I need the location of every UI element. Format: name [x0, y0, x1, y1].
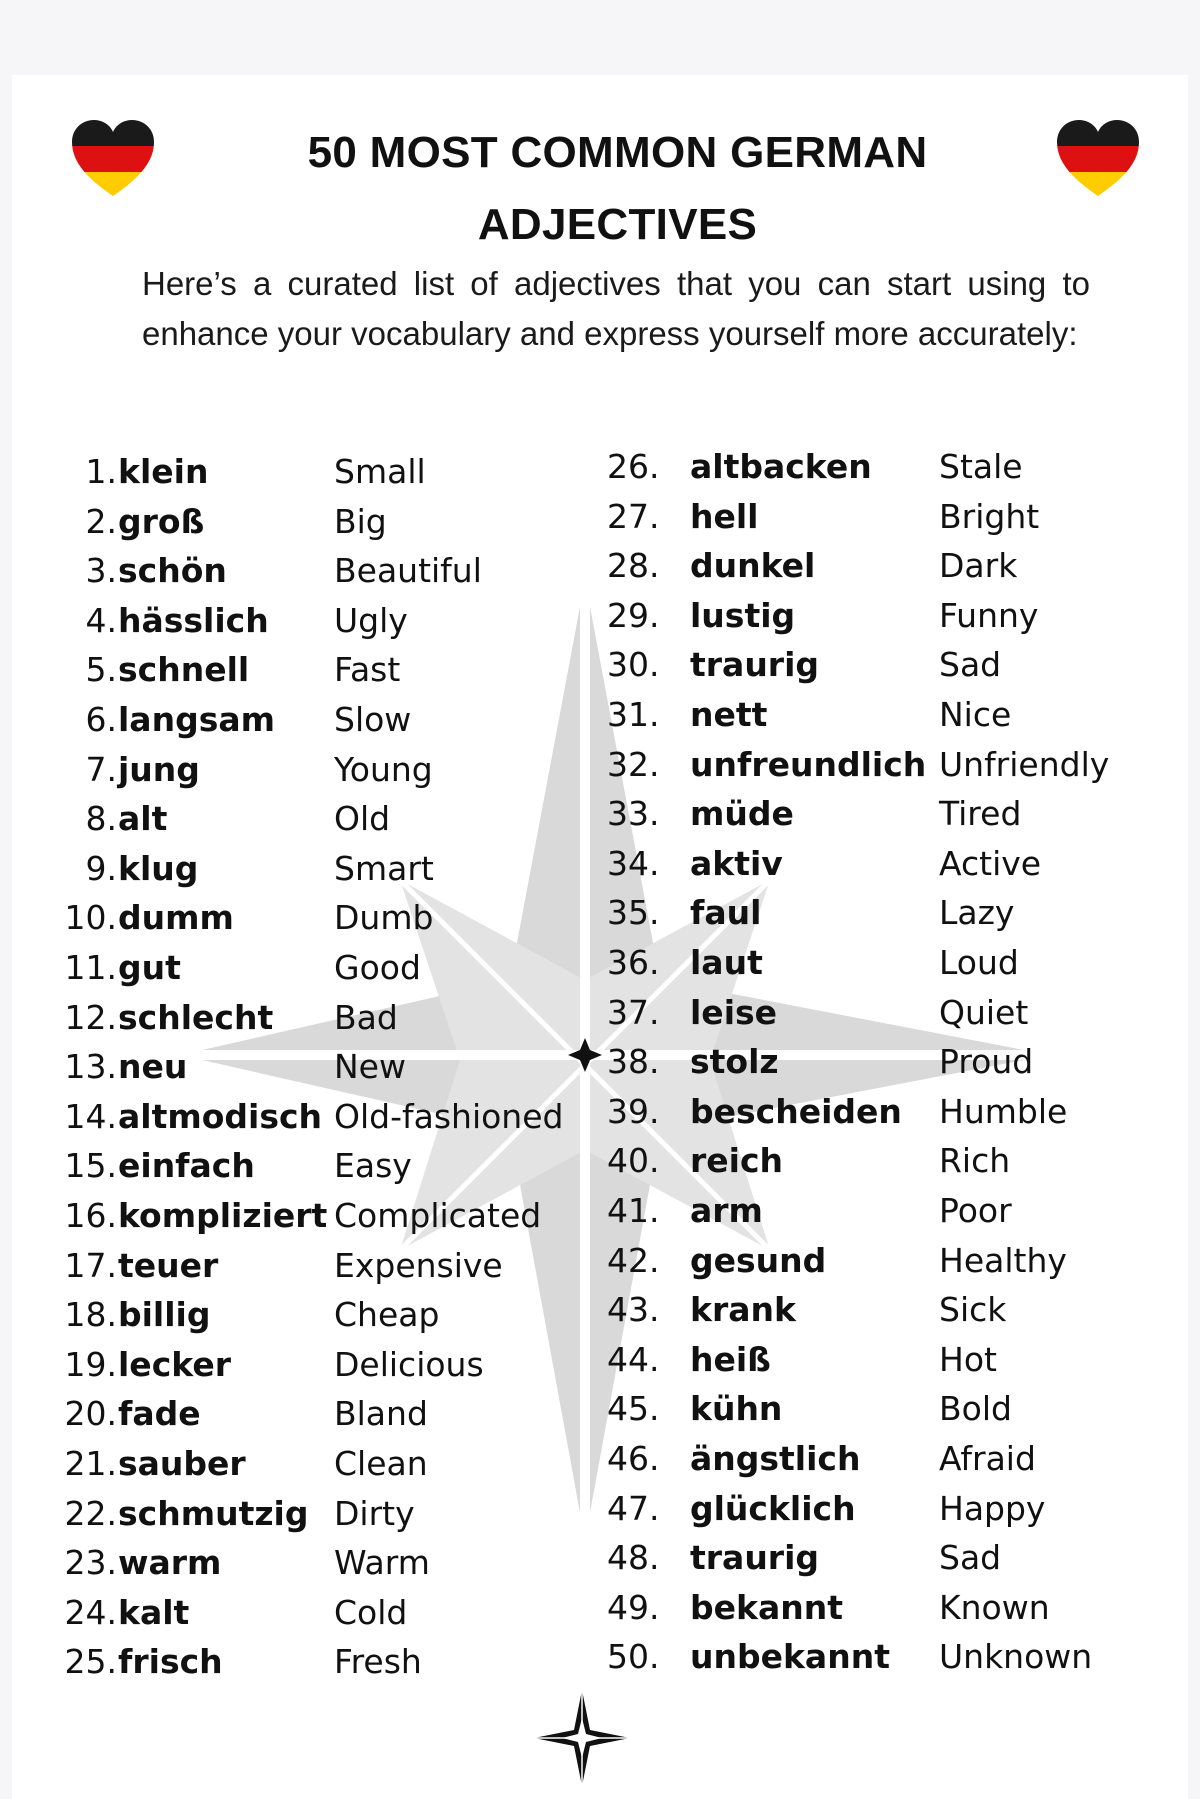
english-translation: Funny [939, 595, 1039, 635]
english-translation: Unfriendly [939, 744, 1110, 784]
german-word: altbacken [690, 447, 872, 486]
german-word: teuer [118, 1245, 219, 1285]
german-word: stolz [690, 1042, 779, 1082]
german-word: glücklich [690, 1488, 856, 1528]
german-word: krank [690, 1290, 796, 1330]
english-translation: Ugly [334, 600, 408, 640]
german-word: einfach [118, 1146, 255, 1186]
item-number: 39. [607, 1091, 660, 1131]
english-translation: Dirty [334, 1493, 415, 1533]
item-number: 7. [85, 749, 117, 789]
german-word: arm [690, 1191, 763, 1230]
item-number: 27. [607, 496, 660, 536]
item-number: 50. [607, 1637, 660, 1677]
german-word: aktiv [690, 843, 783, 883]
english-translation: Big [334, 501, 387, 541]
item-number: 43. [607, 1290, 660, 1330]
english-translation: Known [939, 1587, 1050, 1627]
german-word: müde [690, 794, 794, 834]
item-number: 40. [607, 1141, 660, 1181]
english-translation: Humble [939, 1091, 1068, 1131]
german-word: langsam [118, 700, 275, 739]
item-number: 3. [85, 551, 117, 591]
german-word: laut [690, 943, 763, 982]
german-word: unbekannt [690, 1637, 890, 1677]
english-translation: Bad [334, 997, 398, 1037]
english-translation: Bold [939, 1389, 1012, 1429]
german-word: sauber [118, 1444, 246, 1483]
english-translation: New [334, 1047, 406, 1087]
english-translation: Delicious [334, 1344, 484, 1384]
item-number: 37. [607, 992, 660, 1032]
item-number: 10. [64, 898, 117, 938]
item-number: 15. [64, 1146, 117, 1186]
german-word: kühn [690, 1389, 783, 1429]
english-translation: Sad [939, 1538, 1002, 1578]
item-number: 28. [607, 546, 660, 586]
german-word: groß [118, 501, 205, 541]
item-number: 46. [607, 1439, 660, 1478]
german-word: gesund [690, 1240, 827, 1280]
german-word: heiß [690, 1339, 771, 1379]
german-word: klein [118, 452, 209, 491]
item-number: 49. [607, 1587, 660, 1627]
english-translation: Easy [334, 1146, 412, 1186]
item-number: 6. [85, 700, 117, 739]
item-number: 32. [607, 744, 660, 784]
german-word: bescheiden [690, 1091, 902, 1131]
german-word: lustig [690, 595, 796, 635]
english-translation: Unknown [939, 1637, 1093, 1677]
item-number: 41. [607, 1191, 660, 1230]
item-number: 31. [607, 695, 660, 734]
german-word: reich [690, 1141, 784, 1181]
english-translation: Warm [334, 1543, 430, 1583]
item-number: 18. [64, 1295, 117, 1335]
german-word: schmutzig [118, 1493, 309, 1533]
item-number: 45. [607, 1389, 660, 1429]
german-word: kompliziert [118, 1196, 328, 1235]
english-translation: Smart [334, 848, 434, 888]
german-word: hell [690, 496, 759, 536]
english-translation: Expensive [334, 1245, 503, 1285]
item-number: 5. [85, 650, 117, 690]
english-translation: Nice [939, 695, 1012, 734]
german-word: leise [690, 992, 778, 1032]
german-word: faul [690, 893, 762, 933]
english-translation: Cold [334, 1592, 408, 1632]
item-number: 24. [64, 1592, 117, 1632]
german-word: alt [118, 799, 168, 839]
english-translation: Dumb [334, 898, 434, 938]
english-translation: Hot [939, 1339, 997, 1379]
english-translation: Fast [334, 650, 401, 690]
item-number: 35. [607, 893, 660, 933]
german-word: neu [118, 1047, 188, 1087]
english-translation: Small [334, 452, 426, 491]
item-number: 47. [607, 1488, 660, 1528]
item-number: 16. [64, 1196, 117, 1235]
item-number: 21. [64, 1444, 117, 1483]
english-translation: Lazy [939, 893, 1015, 933]
german-word: billig [118, 1295, 211, 1335]
item-number: 4. [85, 600, 117, 640]
item-number: 14. [64, 1096, 117, 1136]
english-translation: Cheap [334, 1295, 440, 1335]
item-number: 44. [607, 1339, 660, 1379]
english-translation: Rich [939, 1141, 1011, 1181]
german-word: nett [690, 695, 768, 734]
item-number: 33. [607, 794, 660, 834]
item-number: 1. [85, 452, 117, 491]
german-word: jung [118, 749, 200, 789]
english-translation: Dark [939, 546, 1018, 586]
german-word: dumm [118, 898, 234, 938]
english-translation: Complicated [334, 1196, 542, 1235]
page-title-line-2: ADJECTIVES [477, 200, 758, 249]
german-word: gut [118, 948, 181, 987]
item-number: 26. [607, 447, 660, 486]
item-number: 25. [64, 1642, 117, 1682]
item-number: 34. [607, 843, 660, 883]
item-number: 48. [607, 1538, 660, 1578]
english-translation: Bland [334, 1394, 428, 1434]
item-number: 19. [64, 1344, 117, 1384]
item-number: 20. [64, 1394, 117, 1434]
german-word: traurig [690, 1538, 820, 1578]
item-number: 13. [64, 1047, 117, 1087]
intro-paragraph: Here’s a curated list of adjectives that you can start using to enhance your vocabulary and express yourself more accurately: [142, 265, 1090, 352]
english-translation: Healthy [939, 1240, 1067, 1280]
german-word: unfreundlich [690, 744, 927, 784]
english-translation: Stale [939, 447, 1023, 486]
german-word: frisch [118, 1642, 223, 1682]
item-number: 30. [607, 645, 660, 685]
english-translation: Bright [939, 496, 1040, 536]
item-number: 22. [64, 1493, 117, 1533]
english-translation: Loud [939, 943, 1019, 982]
german-word: altmodisch [118, 1096, 323, 1136]
english-translation: Sad [939, 645, 1002, 685]
english-translation: Slow [334, 700, 412, 739]
item-number: 2. [85, 501, 117, 541]
item-number: 12. [64, 997, 117, 1037]
german-word: kalt [118, 1592, 190, 1632]
item-number: 36. [607, 943, 660, 982]
german-word: klug [118, 848, 199, 888]
english-translation: Old [334, 799, 391, 839]
german-word: hässlich [118, 600, 269, 640]
german-word: ängstlich [690, 1439, 861, 1478]
item-number: 17. [64, 1245, 117, 1285]
compass-star-icon [532, 1688, 632, 1788]
item-number: 42. [607, 1240, 660, 1280]
english-translation: Proud [939, 1042, 1034, 1082]
english-translation: Happy [939, 1488, 1046, 1528]
item-number: 11. [64, 948, 117, 987]
english-translation: Clean [334, 1444, 428, 1483]
item-number: 38. [607, 1042, 660, 1082]
english-translation: Active [939, 843, 1042, 883]
english-translation: Good [334, 948, 421, 987]
german-word: dunkel [690, 546, 816, 586]
english-translation: Poor [939, 1191, 1012, 1230]
english-translation: Tired [939, 794, 1022, 834]
german-word: lecker [118, 1344, 231, 1384]
item-number: 9. [85, 848, 117, 888]
german-word: schön [118, 551, 227, 591]
german-word: schnell [118, 650, 250, 690]
german-word: fade [118, 1394, 201, 1434]
item-number: 29. [607, 595, 660, 635]
english-translation: Fresh [334, 1642, 422, 1682]
page-title-line-1: 50 MOST COMMON GERMAN [307, 128, 928, 177]
german-word: schlecht [118, 997, 274, 1037]
english-translation: Quiet [939, 992, 1029, 1032]
english-translation: Afraid [939, 1439, 1036, 1478]
german-word: bekannt [690, 1587, 843, 1627]
german-word: warm [118, 1543, 222, 1583]
english-translation: Young [334, 749, 433, 789]
item-number: 23. [64, 1543, 117, 1583]
english-translation: Sick [939, 1290, 1007, 1330]
german-word: traurig [690, 645, 820, 685]
english-translation: Beautiful [334, 551, 482, 591]
english-translation: Old-fashioned [334, 1096, 564, 1136]
item-number: 8. [85, 799, 117, 839]
